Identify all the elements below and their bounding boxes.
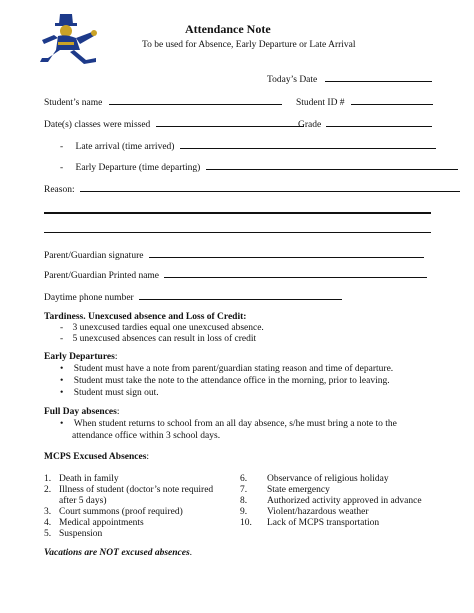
list-item: • Student must have a note from parent/guardian stating reason and time of departure.	[60, 364, 394, 374]
dates-missed-label: Date(s) classes were missed	[44, 120, 151, 130]
parent-signature-label: Parent/Guardian signature	[44, 251, 144, 261]
list-item: • When student returns to school from an all day absence, s/he must bring a note to the	[60, 419, 397, 429]
early-departure-label: Early Departure (time departing)	[75, 163, 201, 173]
late-arrival-line[interactable]	[180, 139, 436, 149]
tardiness-dash: -	[60, 334, 64, 344]
excused-item: 3. Court summons (proof required)	[44, 507, 183, 517]
todays-date-label: Today’s Date	[267, 75, 318, 85]
dates-missed-field[interactable]	[44, 117, 304, 130]
excused-item: 1. Death in family	[44, 474, 119, 484]
tardiness-heading: Tardiness. Unexcused absence and Loss of Credit:	[44, 312, 247, 322]
early-departures-heading: Early Departures:	[44, 352, 118, 362]
excused-item: after 5 days)	[59, 496, 107, 506]
excused-item: 9. Violent/hazardous weather	[240, 507, 369, 517]
bullet-icon: •	[60, 376, 64, 386]
leprechaun-mascot-logo	[36, 12, 104, 68]
excused-heading: MCPS Excused Absences:	[44, 452, 150, 462]
parent-printed-field[interactable]	[44, 268, 427, 281]
tardiness-item: - 5 unexcused absences can result in loss of credit	[60, 334, 257, 344]
student-id-line[interactable]	[351, 95, 433, 105]
bullet-icon: •	[60, 388, 64, 398]
late-arrival-field[interactable]	[60, 139, 436, 152]
grade-field[interactable]	[298, 117, 432, 130]
daytime-phone-label: Daytime phone number	[44, 293, 134, 303]
bullet-icon: •	[60, 419, 64, 429]
dates-missed-line[interactable]	[156, 117, 304, 127]
excused-item: 4. Medical appointments	[44, 518, 144, 528]
list-item-continuation: attendance office within 3 school days.	[72, 431, 221, 441]
reason-line-3[interactable]	[44, 232, 431, 233]
daytime-phone-line[interactable]	[139, 290, 342, 300]
full-day-heading: Full Day absences:	[44, 407, 120, 417]
daytime-phone-field[interactable]	[44, 290, 342, 303]
excused-item: 2. Illness of student (doctor’s note required	[44, 485, 214, 495]
excused-item: 6. Observance of religious holiday	[240, 474, 389, 484]
student-name-label: Student’s name	[44, 98, 103, 108]
reason-line[interactable]	[80, 182, 460, 192]
parent-printed-label: Parent/Guardian Printed name	[44, 271, 160, 281]
student-id-label: Student ID #	[296, 98, 345, 108]
todays-date-field[interactable]	[267, 72, 432, 85]
student-id-field[interactable]	[296, 95, 433, 108]
parent-signature-line[interactable]	[149, 248, 424, 258]
early-departure-field[interactable]	[60, 160, 458, 173]
list-item: • Student must take the note to the attendance office in the morning, prior to leaving.	[60, 376, 390, 386]
reason-label: Reason:	[44, 185, 75, 195]
vacations-note: Vacations are NOT excused absences.	[44, 548, 193, 558]
tardiness-dash: -	[60, 323, 64, 333]
student-name-field[interactable]	[44, 95, 282, 108]
excused-item: 10. Lack of MCPS transportation	[240, 518, 380, 528]
excused-item: 5. Suspension	[44, 529, 103, 539]
bullet-icon: •	[60, 364, 64, 374]
page-subtitle: To be used for Absence, Early Departure or Late Arrival	[142, 40, 356, 50]
late-arrival-dash: -	[60, 142, 64, 152]
parent-signature-field[interactable]	[44, 248, 424, 261]
reason-line-2[interactable]	[44, 212, 431, 214]
grade-label: Grade	[298, 120, 322, 130]
early-departure-line[interactable]	[206, 160, 458, 170]
late-arrival-label: Late arrival (time arrived)	[75, 142, 175, 152]
reason-field[interactable]	[44, 182, 460, 195]
list-item: • Student must sign out.	[60, 388, 159, 398]
todays-date-line[interactable]	[325, 72, 432, 82]
tardiness-item: - 3 unexcused tardies equal one unexcused absence.	[60, 323, 264, 333]
early-departure-dash: -	[60, 163, 64, 173]
excused-item: 7. State emergency	[240, 485, 330, 495]
student-name-line[interactable]	[109, 95, 282, 105]
page-title: Attendance Note	[185, 22, 271, 36]
parent-printed-line[interactable]	[164, 268, 427, 278]
excused-item: 8. Authorized activity approved in advance	[240, 496, 422, 506]
grade-line[interactable]	[326, 117, 432, 127]
